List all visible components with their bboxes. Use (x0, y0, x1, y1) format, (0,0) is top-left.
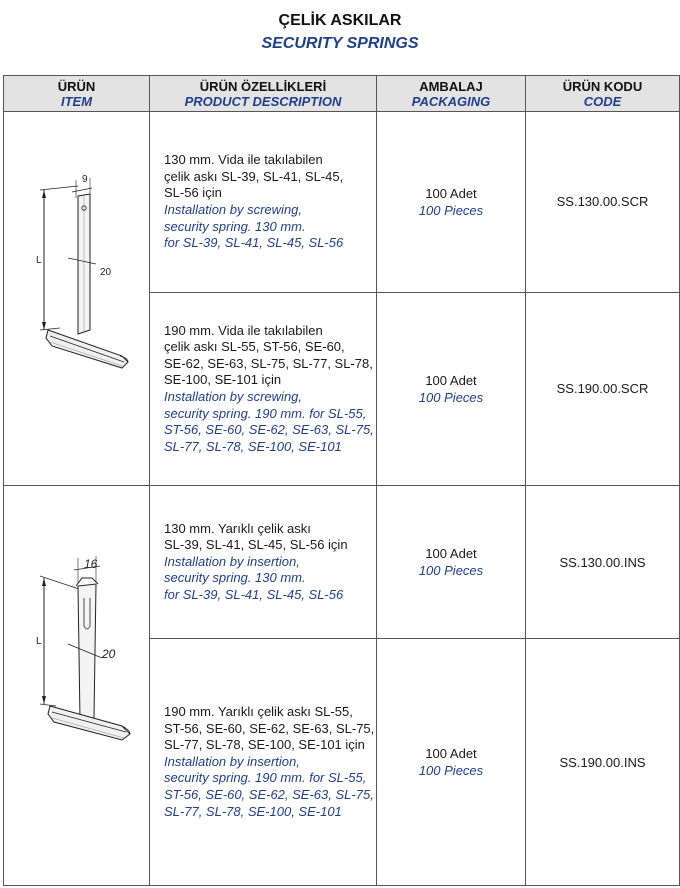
page-title: ÇELİK ASKILAR (278, 12, 402, 29)
length-label: L (36, 636, 42, 647)
product-code: SS.130.00.INS (526, 486, 680, 639)
header-item (4, 76, 150, 112)
item-image-screw (4, 112, 150, 486)
table-header-row (4, 76, 680, 112)
description-en: Installation by insertion, security spring. 190 mm. for SL-55, ST-56, SE-60, SE-62, SE-63, SL-75, SL-77, SL-78, SE-100, SE-101 (164, 753, 374, 819)
header-code (526, 76, 680, 112)
header-code-en: CODE (583, 93, 622, 109)
item-image-insert (4, 486, 150, 886)
packaging-tr: 100 Adet (425, 185, 477, 201)
header-item-tr: ÜRÜN (57, 78, 96, 94)
packaging-tr: 100 Adet (425, 372, 477, 388)
description-tr: 130 mm. Yarıklı çelik askı SL-39, SL-41, SL-45, SL-56 için (164, 520, 348, 553)
insert-spring-drawing (4, 486, 148, 880)
description-en: Installation by screwing, security spring. 130 mm. for SL-39, SL-41, SL-45, SL-56 (164, 201, 344, 251)
table-row (4, 112, 680, 293)
header-packaging (377, 76, 526, 112)
table-row (4, 486, 680, 639)
description-cell (150, 639, 377, 886)
packaging-en: 100 Pieces (418, 202, 484, 218)
product-code: SS.130.00.SCR (526, 112, 680, 293)
description-tr: 190 mm. Vida ile takılabilen çelik askı SL-55, ST-56, SE-60, SE-62, SE-63, SL-75, SL-77, SL-78, SE-100, SE-101 için (164, 322, 373, 388)
width-label: 16 (84, 557, 98, 571)
screw-spring-drawing (4, 112, 148, 480)
description-tr: 130 mm. Vida ile takılabilen çelik askı SL-39, SL-41, SL-45, SL-56 için (164, 152, 344, 201)
packaging-tr: 100 Adet (425, 546, 477, 562)
description-tr: 190 mm. Yarıklı çelik askı SL-55, ST-56, SE-60, SE-62, SE-63, SL-75, SL-77, SL-78, SE-100, SE-101 için (164, 704, 375, 753)
product-table (3, 75, 680, 886)
packaging-cell (377, 486, 526, 639)
description-cell (150, 112, 377, 293)
packaging-cell (377, 292, 526, 485)
slot-label: 20 (100, 267, 112, 278)
packaging-tr: 100 Adet (425, 746, 477, 762)
slot-label: 20 (102, 647, 116, 661)
product-code: SS.190.00.INS (526, 639, 680, 886)
description-cell (150, 292, 377, 485)
header-code-tr: ÜRÜN KODU (562, 78, 643, 94)
header-description-en: PRODUCT DESCRIPTION (184, 93, 342, 109)
description-cell (150, 486, 377, 639)
packaging-cell (377, 639, 526, 886)
description-en: Installation by insertion, security spring. 130 mm. for SL-39, SL-41, SL-45, SL-56 (164, 553, 344, 603)
packaging-cell (377, 112, 526, 293)
header-description-tr: ÜRÜN ÖZELLİKLERİ (199, 78, 327, 94)
page-subtitle: SECURITY SPRINGS (261, 35, 419, 52)
description-en: Installation by screwing, security spring. 190 mm. for SL-55, ST-56, SE-60, SE-62, SE-63, SL-75, SL-77, SL-78, SE-100, SE-101 (164, 388, 374, 454)
packaging-en: 100 Pieces (418, 763, 484, 779)
packaging-en: 100 Pieces (418, 389, 484, 405)
header-packaging-tr: AMBALAJ (419, 78, 483, 94)
length-label: L (36, 255, 42, 266)
header-packaging-en: PACKAGING (411, 93, 491, 109)
product-code: SS.190.00.SCR (526, 292, 680, 485)
packaging-en: 100 Pieces (418, 563, 484, 579)
header-item-en: ITEM (60, 93, 93, 109)
header-description (150, 76, 377, 112)
width-label: 9 (82, 174, 88, 185)
